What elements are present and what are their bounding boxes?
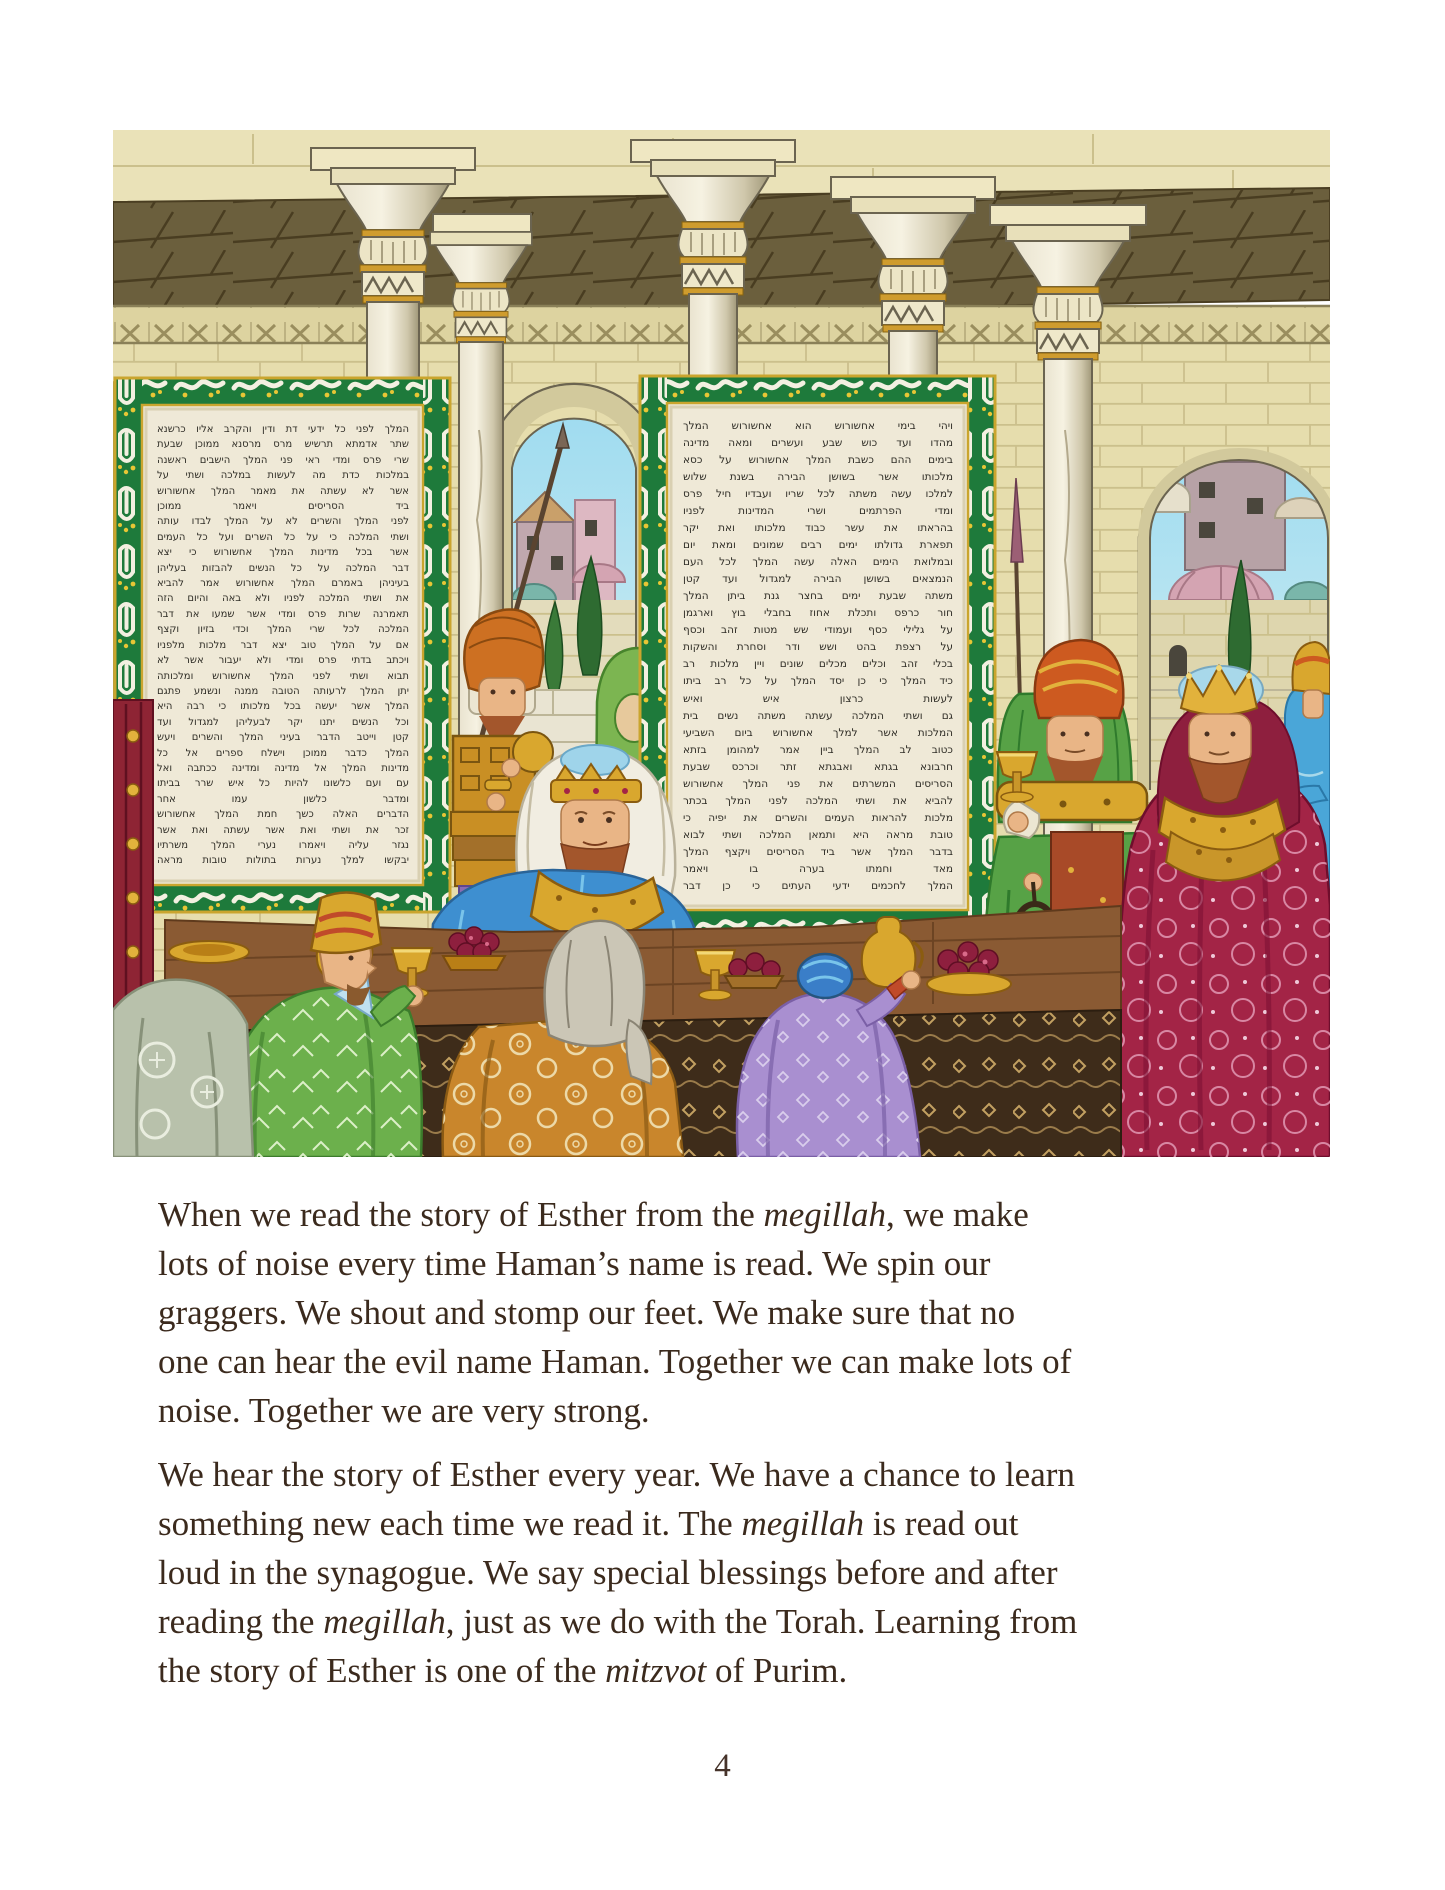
figure-sage-grey bbox=[113, 980, 253, 1157]
paragraph-2: We hear the story of Esther every year. We have a chance to learn something new each time we read it. The megillah is read out loud in the synagogue. We say special blessings before and after reading the megillah, just as we do with the Torah. Learning from the story of Esther is one of the mitzvot of Purim. bbox=[158, 1455, 1078, 1690]
gold-dish bbox=[169, 941, 249, 963]
body-text bbox=[158, 1190, 1348, 1710]
megillah-text-right: ויהי בימי אחשורוש הוא אחשורוש המלך מהדו ועד כוש שבע ועשרים ומאה מדינה בימים ההם כשבת המלך אחשורוש על כסא מלכותו אשר בשושן הבירה בשנת שלוש למלכו עשה משתה לכל שריו ועבדיו חיל פרס ומדי הפרתמים ושרי המדינות לפניו בהראתו את עשר כבוד מלכותו ואת יקר תפארת גדולתו ימים רבים שמונים ומאת יום ובמלואת הימים האלה עשה המלך לכל העם הנמצאים בשושן הבירה למגדול ועד קטן משתה שבעת ימים בחצר גנת ביתן המלך חור כרפס ותכלת אחוז בחבלי בוץ וארגמן על גלילי כסף ועמודי שש מטות זהב וכסף על רצפת בהט ושש ודר וסחרת והשקות בכלי זהב וכלים מכלים שונים ויין מלכות רב כיד המלך כי כן יסד המלך על כל רב ביתו לעשות כרצון איש ואיש גם ושתי המלכה עשתה משתה נשים בית המלכות אשר למלך אחשורוש ביום השביעי כטוב לב המלך ביין אמר למהומן בזתא חרבונא בגתא ואבגתא זתר וכרכס שבעת הסריסים המשרתים את פני המלך אחשורוש להביא את ושתי המלכה לפני המלך בכתר מלכות להראות העמים והשרים את יפיה כי טובת מראה היא ותמאן המלכה ושתי לבוא בדבר המלך אשר ביד הסריסים ויקצף המלך מאד וחמתו בערה בו ויאמר המלך לחכמים ידעי העתים כי כן דבר bbox=[683, 420, 953, 892]
illustration-purim-banquet bbox=[113, 130, 1330, 1157]
page-number: 4 bbox=[714, 1748, 731, 1784]
megillah-text-left: המלך לפני כל ידעי דת ודין והקרב אליו כרשנא שתר אדמתא תרשיש מרס מרסנא ממוכן שבעת שרי פרס ומדי ראי פני המלך הישבים ראשנה במלכות כדת מה לעשות במלכה ושתי על אשר לא עשתה את מאמר המלך אחשורוש ביד הסריסים ויאמר ממוכן לפני המלך והשרים לא על המלך לבדו עותה ושתי המלכה כי על כל השרים ועל כל העמים אשר בכל מדינות המלך אחשורוש כי יצא דבר המלכה על כל הנשים להבזות בעליהן בעיניהן באמרם המלך אחשורוש אמר להביא את ושתי המלכה לפניו ולא באה והיום הזה תאמרנה שרות פרס ומדי אשר שמעו את דבר המלכה לכל שרי המלך וכדי בזיון וקצף אם על המלך טוב יצא דבר מלכות מלפניו ויכתב בדתי פרס ומדי ולא יעבור אשר לא תבוא ושתי לפני המלך אחשורוש ומלכותה יתן המלך לרעותה הטובה ממנה ונשמע פתגם המלך אשר יעשה בכל מלכותו כי רבה היא וכל הנשים יתנו יקר לבעליהן למגדול ועד קטן וייטב הדבר בעיני המלך והשרים ויעש המלך כדבר ממוכן וישלח ספרים אל כל מדינות המלך אל מדינה ומדינה ככתבה ואל עם ועם כלשונו להיות כל איש שרר בביתו ומדבר כלשון עמו אחר הדברים האלה כשך חמת המלך אחשורוש זכר את ושתי ואת אשר עשתה ואת אשר נגזר עליה ויאמרו נערי המלך משרתיו יבקשו למלך נערות בתולות טובות מראה bbox=[157, 424, 409, 867]
paragraph-1: When we read the story of Esther from the megillah, we make lots of noise every time Haman’s name is read. We spin our graggers. We shout and stomp our feet. We make sure that no one can hear the evil name Haman. Together we can make lots of noise. Together we are very strong. bbox=[158, 1195, 1072, 1430]
